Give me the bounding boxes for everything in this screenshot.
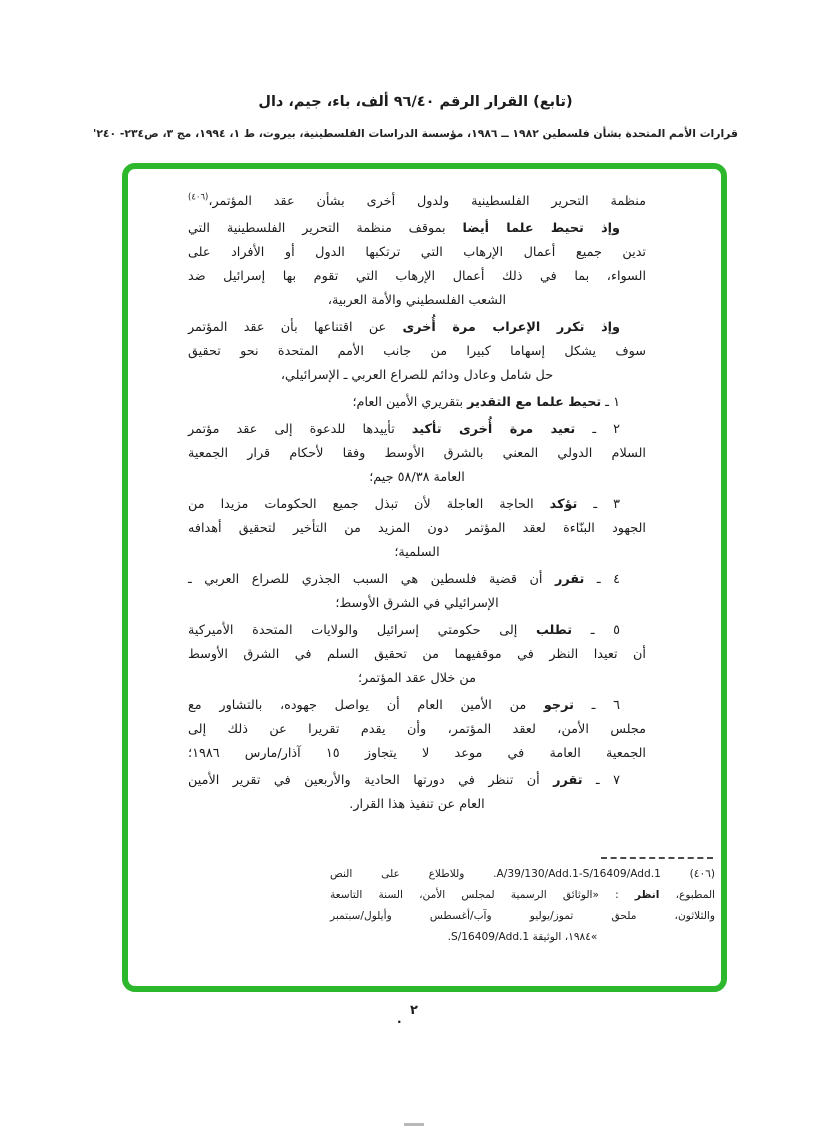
text-line: الإسرائيلي في الشرق الأوسط؛ [335, 596, 499, 611]
paragraph [188, 316, 646, 388]
text-line: (٤٠٦) A/39/130/Add.1-S/16409/Add.1. وللاطلاع على النص [330, 868, 715, 880]
text-line: الجهود البنّاءة لعقد المؤتمر دون المزيد من التأخير لتحقيق أهدافه [188, 521, 646, 536]
paragraph [188, 190, 646, 214]
text-line: وإذ تحيط علما أيضا بموقف منظمة التحرير الفلسطينية التي [188, 221, 620, 236]
text-line: ٧ ـ تقرر أن تنظر في دورتها الحادية والأربعين في تقرير الأمين [188, 773, 620, 788]
text-line: والثلاثون، ملحق تموز/يوليو وآب/أغسطس وأيلول/سبتمبر [330, 910, 715, 922]
text-line: العامة ٥٨/٣٨ جيم؛ [369, 470, 465, 485]
text-line: السلام الدولي المعني بالشرق الأوسط وفقا لأحكام قرار الجمعية [188, 446, 646, 461]
paragraph [188, 568, 646, 616]
paragraph [188, 391, 646, 415]
text-line: »١٩٨٤، الوثيقة S/16409/Add.1. [447, 931, 598, 943]
paragraph [188, 418, 646, 490]
text-line: السواء، بما في ذلك أعمال الإرهاب التي تقوم بها إسرائيل ضد [188, 269, 646, 284]
text-line: العام عن تنفيذ هذا القرار. [349, 797, 485, 812]
text-line: من خلال عقد المؤتمر؛ [357, 671, 477, 686]
text-line: تدين جميع أعمال الإرهاب التي ترتكبها الدول أو الأفراد على [188, 245, 646, 260]
document-title: (تابع) القرار الرقم ٩٦/٤٠ ألف، باء، جيم، دال [258, 94, 573, 110]
text-line: أن تعيدا النظر في موقفيهما من تحقيق السلم في الشرق الأوسط [188, 647, 646, 662]
text-line: ٢ ـ تعيد مرة أُخرى تأكيد تأييدها للدعوة إلى عقد مؤتمر [188, 422, 621, 437]
document-source-line: قرارات الأمم المتحدة بشأن فلسطين ١٩٨٢ ــ ١٩٨٦، مؤسسة الدراسات الفلسطينية، بيروت، ط ١، ١٩٩٤، مج ٣، ص٢٣٤- ٢٤٠' [93, 127, 738, 140]
text-line: مجلس الأمن، لعقد المؤتمر، وأن يقدم تقريرا عن ذلك إلى [188, 722, 646, 737]
text-line: سوف يشكل إسهاما كبيرا من جانب الأمم المتحدة نحو تحقيق [188, 344, 646, 359]
text-line: ٦ ـ ترجو من الأمين العام أن يواصل جهوده، بالتشاور مع [188, 698, 620, 713]
text-line: ٣ ـ تؤكد الحاجة العاجلة لأن تبذل جميع الحكومات مزيدا من [188, 497, 620, 512]
footnote [330, 864, 715, 948]
paragraph [188, 769, 646, 817]
footnote-reference: (٤٠٦) [188, 192, 209, 203]
text-line: ١ ـ تحيط علما مع التقدير بتقريري الأمين العام؛ [352, 395, 620, 410]
paragraph [188, 493, 646, 565]
paragraph [188, 217, 646, 313]
text-line: وإذ تكرر الإعراب مرة أُخرى عن اقتناعها بأن عقد المؤتمر [188, 320, 620, 335]
text-line: ٥ ـ تطلب إلى حكومتي إسرائيل والولايات المتحدة الأميركية [188, 623, 621, 638]
paragraph [188, 694, 646, 766]
text-line: حل شامل وعادل ودائم للصراع العربي ـ الإسرائيلي، [280, 368, 554, 383]
paragraph [188, 619, 646, 691]
text-line: منظمة التحرير الفلسطينية ولدول أخرى بشأن عقد المؤتمر،$^{(٤٠٦)}$ [188, 192, 646, 209]
text-line: السلمية؛ [394, 545, 440, 560]
text-line: الجمعية العامة في موعد لا يتجاوز ١٥ آذار/مارس ١٩٨٦؛ [188, 746, 646, 761]
scan-artifact [404, 1123, 424, 1126]
page-number: ٢ [410, 1003, 418, 1018]
text-line: الشعب الفلسطيني والأمة العربية، [327, 293, 507, 308]
resolution-text [188, 190, 646, 820]
page-number-mark: . [397, 1012, 402, 1026]
text-line: المطبوع، انظر : «الوثائق الرسمية لمجلس الأمن، السنة التاسعة [330, 889, 715, 901]
footnote-separator [601, 857, 713, 859]
text-line: ٤ ـ تقرر أن قضية فلسطين هي السبب الجذري للصراع العربي ـ [188, 572, 620, 587]
